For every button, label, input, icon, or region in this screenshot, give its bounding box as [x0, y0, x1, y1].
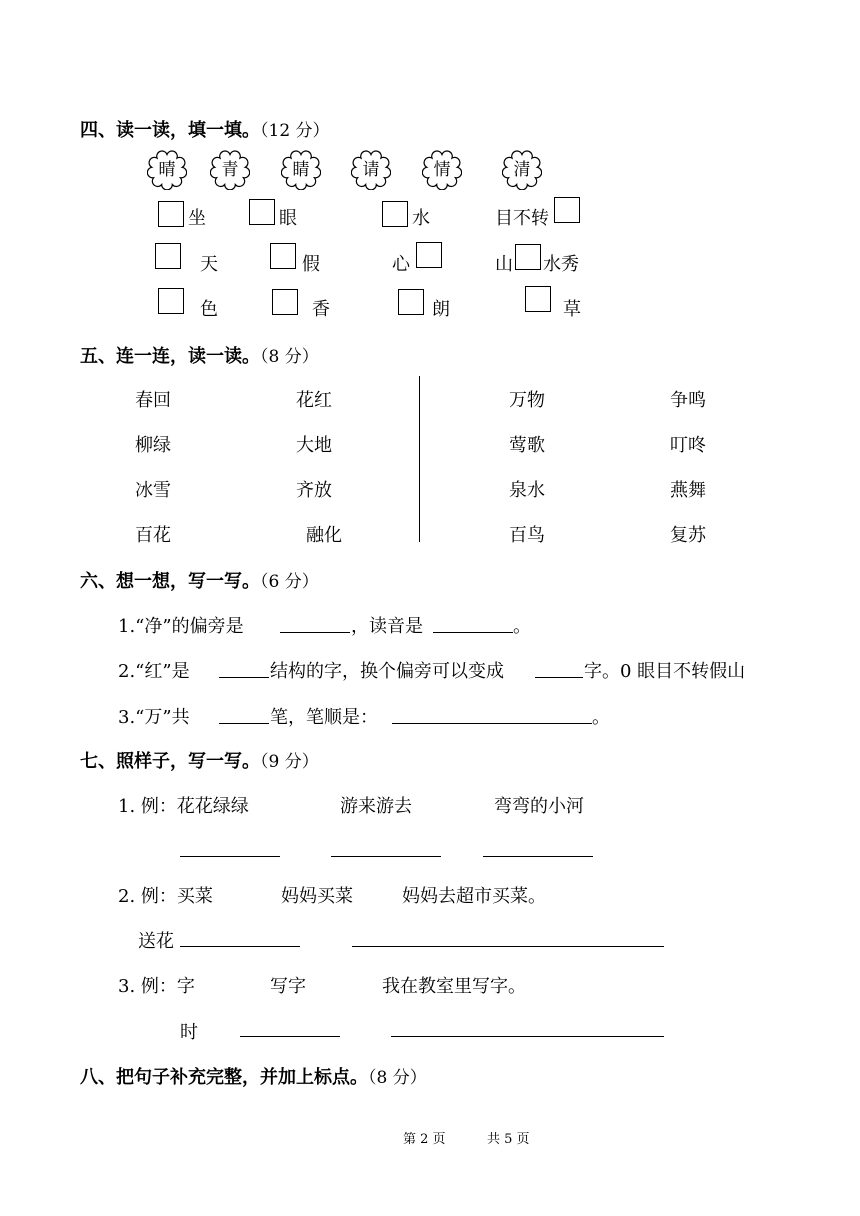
- question-1-text-c: 。: [513, 616, 531, 637]
- word-fragment: 心: [392, 254, 410, 275]
- cloud-character: [281, 150, 321, 190]
- answer-box[interactable]: [554, 197, 580, 223]
- word-fragment: 朗: [432, 299, 450, 320]
- answer-blank[interactable]: [352, 946, 664, 947]
- answer-box[interactable]: [416, 242, 442, 268]
- answer-blank[interactable]: [392, 723, 592, 724]
- answer-box[interactable]: [525, 286, 551, 312]
- word-fragment: 坐: [188, 208, 206, 229]
- question-2-text-c: 字。0 眼目不转假山: [584, 661, 746, 682]
- match-word[interactable]: 万物: [509, 390, 545, 411]
- page-total: 共 5 页: [487, 1132, 530, 1147]
- answer-blank[interactable]: [180, 856, 280, 857]
- answer-blank[interactable]: [391, 1036, 664, 1037]
- answer-box[interactable]: [158, 201, 184, 227]
- match-word[interactable]: 争鸣: [670, 390, 706, 411]
- example-1-label: 1. 例：花花绿绿: [118, 796, 249, 817]
- example-3-word-b: 写字: [270, 976, 306, 997]
- answer-box[interactable]: [382, 201, 408, 227]
- answer-box[interactable]: [272, 289, 298, 315]
- answer-blank[interactable]: [219, 723, 269, 724]
- answer-blank[interactable]: [483, 856, 593, 857]
- cloud-character-label: 晴: [158, 160, 176, 180]
- match-word[interactable]: 莺歌: [509, 435, 545, 456]
- word-fragment: 水秀: [543, 254, 579, 275]
- cloud-character-label: 清: [513, 160, 531, 180]
- match-word[interactable]: 春回: [135, 390, 171, 411]
- question-3-text-a: 3.“万”共: [118, 707, 190, 728]
- example-1-word-b: 游来游去: [340, 796, 412, 817]
- cloud-character-label: 睛: [292, 160, 310, 180]
- cloud-character-label: 情: [433, 160, 451, 180]
- answer-blank[interactable]: [219, 677, 269, 678]
- section-7-heading: 七、照样子，写一写。（9 分）: [80, 751, 319, 772]
- example-3-label: 3. 例：字: [118, 976, 195, 997]
- answer-box[interactable]: [249, 199, 275, 225]
- match-word[interactable]: 百花: [135, 525, 171, 546]
- match-word[interactable]: 复苏: [670, 525, 706, 546]
- cloud-character: [502, 150, 542, 190]
- question-1-text-b: ，读音是: [351, 616, 423, 637]
- word-fragment: 眼: [279, 208, 297, 229]
- match-word[interactable]: 柳绿: [135, 435, 171, 456]
- section-6-heading: 六、想一想，写一写。（6 分）: [80, 571, 319, 592]
- answer-box[interactable]: [398, 289, 424, 315]
- cloud-character: [147, 150, 187, 190]
- cloud-character: [422, 150, 462, 190]
- match-word[interactable]: 齐放: [296, 480, 332, 501]
- question-1-text-a: 1.“净”的偏旁是: [118, 616, 244, 637]
- answer-box[interactable]: [270, 243, 296, 269]
- example-2-label: 2. 例：买菜: [118, 886, 213, 907]
- example-3-word-c: 我在教室里写字。: [382, 976, 526, 997]
- answer-blank[interactable]: [433, 632, 513, 633]
- section-5-heading: 五、连一连，读一读。（8 分）: [80, 346, 319, 367]
- match-word[interactable]: 融化: [306, 525, 342, 546]
- cloud-character: [351, 150, 391, 190]
- match-word[interactable]: 泉水: [509, 480, 545, 501]
- word-fragment: 色: [200, 299, 218, 320]
- example-2-word-b: 妈妈买菜: [281, 886, 353, 907]
- question-2-text-a: 2.“红”是: [118, 661, 190, 682]
- match-word[interactable]: 大地: [296, 435, 332, 456]
- answer-blank[interactable]: [180, 946, 300, 947]
- match-word[interactable]: 燕舞: [670, 480, 706, 501]
- match-word[interactable]: 冰雪: [135, 480, 171, 501]
- cloud-character-label: 青: [221, 160, 239, 180]
- question-3-text-c: 。: [592, 707, 610, 728]
- word-fragment: 香: [312, 299, 330, 320]
- question-2-text-b: 结构的字，换个偏旁可以变成: [270, 661, 504, 682]
- word-fragment: 草: [563, 299, 581, 320]
- cloud-character-label: 请: [362, 160, 380, 180]
- example-1-word-c: 弯弯的小河: [494, 796, 584, 817]
- section-8-heading: 八、把句子补充完整，并加上标点。（8 分）: [80, 1067, 427, 1088]
- word-fragment: 水: [412, 208, 430, 229]
- match-word[interactable]: 花红: [296, 390, 332, 411]
- section-4-heading: 四、读一读，填一填。（12 分）: [80, 120, 330, 141]
- word-fragment: 假: [302, 254, 320, 275]
- answer-blank[interactable]: [240, 1036, 340, 1037]
- answer-blank[interactable]: [535, 677, 583, 678]
- answer-box[interactable]: [155, 243, 181, 269]
- word-fragment: 天: [200, 254, 218, 275]
- answer-blank[interactable]: [280, 632, 350, 633]
- cloud-character: [210, 150, 250, 190]
- example-3-prompt: 时: [180, 1022, 198, 1043]
- match-word[interactable]: 叮咚: [670, 435, 706, 456]
- page-number: 第 2 页: [403, 1132, 446, 1147]
- answer-blank[interactable]: [331, 856, 441, 857]
- match-word[interactable]: 百鸟: [509, 525, 545, 546]
- question-3-text-b: 笔，笔顺是：: [270, 707, 378, 728]
- example-2-prompt: 送花: [138, 931, 174, 952]
- example-2-word-c: 妈妈去超市买菜。: [402, 886, 546, 907]
- answer-box[interactable]: [158, 288, 184, 314]
- word-fragment: 目不转: [495, 208, 549, 229]
- word-fragment: 山: [495, 254, 513, 275]
- answer-box[interactable]: [515, 244, 541, 270]
- column-divider: [419, 376, 420, 542]
